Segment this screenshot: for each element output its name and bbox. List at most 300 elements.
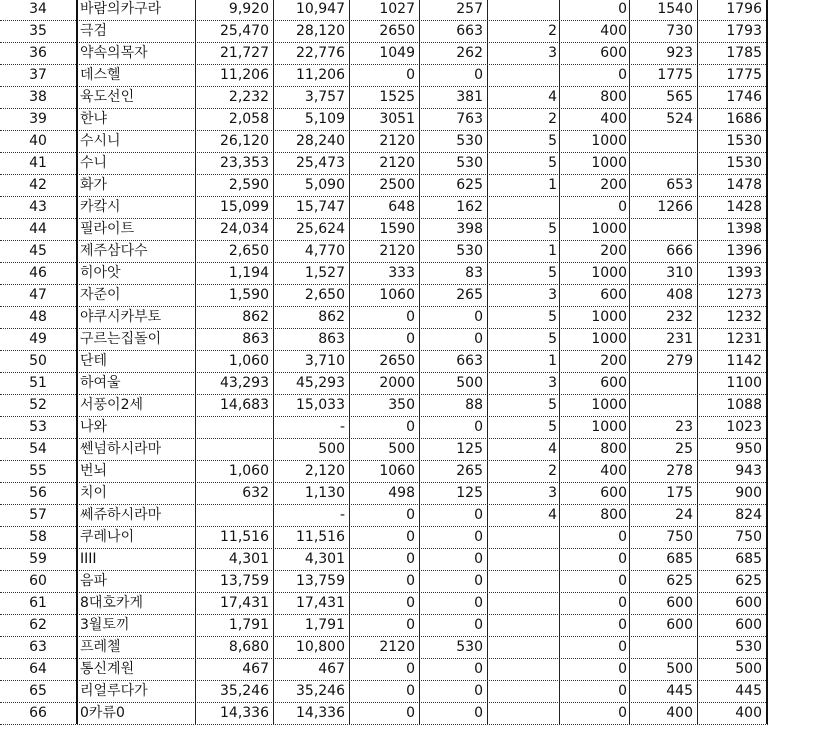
value-b-cell[interactable]: 2,120 [274, 460, 350, 482]
diff-cell[interactable]: 0 [350, 548, 420, 570]
diff-cell[interactable]: 498 [350, 482, 420, 504]
bonus-cell[interactable]: 0 [560, 548, 630, 570]
level-cell[interactable] [488, 658, 560, 680]
name-cell[interactable]: 약속의목자 [78, 42, 196, 64]
total-cell[interactable]: 1530 [698, 130, 768, 152]
quarter-cell[interactable]: 265 [420, 460, 488, 482]
value-b-cell[interactable]: 11,516 [274, 526, 350, 548]
value-b-cell[interactable]: 863 [274, 328, 350, 350]
quarter-cell[interactable]: 0 [420, 504, 488, 526]
bonus-cell[interactable]: 0 [560, 614, 630, 636]
diff-cell[interactable]: 500 [350, 438, 420, 460]
bonus-cell[interactable]: 1000 [560, 262, 630, 284]
level-cell[interactable]: 4 [488, 86, 560, 108]
level-cell[interactable]: 5 [488, 394, 560, 416]
total-cell[interactable]: 1393 [698, 262, 768, 284]
value-b-cell[interactable]: 1,527 [274, 262, 350, 284]
bonus-cell[interactable]: 1000 [560, 328, 630, 350]
value-b-cell[interactable]: 11,206 [274, 64, 350, 86]
name-cell[interactable]: 나와 [78, 416, 196, 438]
diff-cell[interactable]: 0 [350, 416, 420, 438]
rank-cell[interactable]: 39 [0, 108, 78, 130]
level-cell[interactable] [488, 570, 560, 592]
value-a-cell[interactable]: 35,246 [196, 680, 274, 702]
name-cell[interactable]: 쎈넘하시라마 [78, 438, 196, 460]
name-cell[interactable]: 3월토끼 [78, 614, 196, 636]
total-cell[interactable]: 1273 [698, 284, 768, 306]
value-b-cell[interactable]: 1,130 [274, 482, 350, 504]
total-cell[interactable]: 1793 [698, 20, 768, 42]
extra-cell[interactable]: 445 [630, 680, 698, 702]
value-b-cell[interactable]: 25,624 [274, 218, 350, 240]
total-cell[interactable]: 1088 [698, 394, 768, 416]
quarter-cell[interactable]: 0 [420, 680, 488, 702]
value-a-cell[interactable]: 13,759 [196, 570, 274, 592]
extra-cell[interactable]: 310 [630, 262, 698, 284]
rank-cell[interactable]: 43 [0, 196, 78, 218]
value-a-cell[interactable]: 2,590 [196, 174, 274, 196]
value-b-cell[interactable]: 2,650 [274, 284, 350, 306]
name-cell[interactable]: 수시니 [78, 130, 196, 152]
rank-cell[interactable]: 61 [0, 592, 78, 614]
total-cell[interactable]: 1232 [698, 306, 768, 328]
level-cell[interactable] [488, 702, 560, 724]
level-cell[interactable]: 2 [488, 20, 560, 42]
total-cell[interactable]: 1398 [698, 218, 768, 240]
level-cell[interactable]: 5 [488, 152, 560, 174]
name-cell[interactable]: 극검 [78, 20, 196, 42]
value-b-cell[interactable]: 10,800 [274, 636, 350, 658]
level-cell[interactable]: 3 [488, 482, 560, 504]
bonus-cell[interactable]: 400 [560, 108, 630, 130]
extra-cell[interactable]: 25 [630, 438, 698, 460]
level-cell[interactable]: 2 [488, 108, 560, 130]
value-b-cell[interactable]: 4,301 [274, 548, 350, 570]
extra-cell[interactable]: 408 [630, 284, 698, 306]
value-a-cell[interactable]: 8,680 [196, 636, 274, 658]
level-cell[interactable]: 2 [488, 460, 560, 482]
total-cell[interactable]: 530 [698, 636, 768, 658]
name-cell[interactable]: 한냐 [78, 108, 196, 130]
diff-cell[interactable]: 350 [350, 394, 420, 416]
quarter-cell[interactable]: 0 [420, 570, 488, 592]
level-cell[interactable]: 3 [488, 372, 560, 394]
value-b-cell[interactable]: 15,033 [274, 394, 350, 416]
rank-cell[interactable]: 54 [0, 438, 78, 460]
diff-cell[interactable]: 2000 [350, 372, 420, 394]
name-cell[interactable]: 카캌시 [78, 196, 196, 218]
bonus-cell[interactable]: 0 [560, 592, 630, 614]
rank-cell[interactable]: 49 [0, 328, 78, 350]
level-cell[interactable]: 5 [488, 218, 560, 240]
quarter-cell[interactable]: 0 [420, 64, 488, 86]
extra-cell[interactable]: 232 [630, 306, 698, 328]
level-cell[interactable]: 1 [488, 240, 560, 262]
diff-cell[interactable]: 0 [350, 328, 420, 350]
extra-cell[interactable]: 730 [630, 20, 698, 42]
value-b-cell[interactable]: 17,431 [274, 592, 350, 614]
value-a-cell[interactable]: 24,034 [196, 218, 274, 240]
rank-cell[interactable]: 35 [0, 20, 78, 42]
quarter-cell[interactable]: 0 [420, 614, 488, 636]
diff-cell[interactable]: 1049 [350, 42, 420, 64]
total-cell[interactable]: 400 [698, 702, 768, 724]
quarter-cell[interactable]: 125 [420, 482, 488, 504]
extra-cell[interactable]: 1775 [630, 64, 698, 86]
rank-cell[interactable]: 59 [0, 548, 78, 570]
bonus-cell[interactable]: 200 [560, 240, 630, 262]
level-cell[interactable] [488, 636, 560, 658]
quarter-cell[interactable]: 530 [420, 636, 488, 658]
total-cell[interactable]: 1686 [698, 108, 768, 130]
value-a-cell[interactable]: 1,060 [196, 460, 274, 482]
value-a-cell[interactable]: 1,194 [196, 262, 274, 284]
total-cell[interactable]: 1796 [698, 0, 768, 20]
quarter-cell[interactable]: 530 [420, 152, 488, 174]
rank-cell[interactable]: 34 [0, 0, 78, 20]
level-cell[interactable] [488, 680, 560, 702]
total-cell[interactable]: 900 [698, 482, 768, 504]
value-a-cell[interactable]: 1,590 [196, 284, 274, 306]
rank-cell[interactable]: 60 [0, 570, 78, 592]
rank-cell[interactable]: 45 [0, 240, 78, 262]
extra-cell[interactable]: 278 [630, 460, 698, 482]
value-b-cell[interactable]: 1,791 [274, 614, 350, 636]
value-b-cell[interactable]: - [274, 416, 350, 438]
bonus-cell[interactable]: 0 [560, 0, 630, 20]
extra-cell[interactable]: 231 [630, 328, 698, 350]
rank-cell[interactable]: 42 [0, 174, 78, 196]
name-cell[interactable]: 쿠레나이 [78, 526, 196, 548]
value-a-cell[interactable]: 2,058 [196, 108, 274, 130]
value-a-cell[interactable]: 43,293 [196, 372, 274, 394]
quarter-cell[interactable]: 0 [420, 306, 488, 328]
level-cell[interactable]: 3 [488, 42, 560, 64]
diff-cell[interactable]: 2650 [350, 350, 420, 372]
diff-cell[interactable]: 2120 [350, 152, 420, 174]
bonus-cell[interactable]: 0 [560, 636, 630, 658]
diff-cell[interactable]: 0 [350, 680, 420, 702]
diff-cell[interactable]: 2500 [350, 174, 420, 196]
value-b-cell[interactable]: 10,947 [274, 0, 350, 20]
bonus-cell[interactable]: 600 [560, 42, 630, 64]
total-cell[interactable]: 1785 [698, 42, 768, 64]
level-cell[interactable]: 4 [488, 504, 560, 526]
diff-cell[interactable]: 1060 [350, 284, 420, 306]
value-a-cell[interactable]: 15,099 [196, 196, 274, 218]
diff-cell[interactable]: 333 [350, 262, 420, 284]
diff-cell[interactable]: 0 [350, 504, 420, 526]
diff-cell[interactable]: 0 [350, 614, 420, 636]
bonus-cell[interactable]: 0 [560, 64, 630, 86]
extra-cell[interactable]: 600 [630, 614, 698, 636]
total-cell[interactable]: 600 [698, 614, 768, 636]
rank-cell[interactable]: 57 [0, 504, 78, 526]
name-cell[interactable]: 단테 [78, 350, 196, 372]
bonus-cell[interactable]: 0 [560, 196, 630, 218]
value-a-cell[interactable]: 26,120 [196, 130, 274, 152]
extra-cell[interactable] [630, 394, 698, 416]
rank-cell[interactable]: 65 [0, 680, 78, 702]
total-cell[interactable]: 943 [698, 460, 768, 482]
value-a-cell[interactable]: 9,920 [196, 0, 274, 20]
value-b-cell[interactable]: 5,090 [274, 174, 350, 196]
quarter-cell[interactable]: 500 [420, 372, 488, 394]
extra-cell[interactable] [630, 152, 698, 174]
quarter-cell[interactable]: 530 [420, 130, 488, 152]
extra-cell[interactable]: 23 [630, 416, 698, 438]
extra-cell[interactable]: 500 [630, 658, 698, 680]
quarter-cell[interactable]: 0 [420, 592, 488, 614]
diff-cell[interactable]: 2120 [350, 636, 420, 658]
name-cell[interactable]: 제주삼다수 [78, 240, 196, 262]
name-cell[interactable]: 0카류0 [78, 702, 196, 724]
total-cell[interactable]: 950 [698, 438, 768, 460]
name-cell[interactable]: 서풍이2세 [78, 394, 196, 416]
extra-cell[interactable]: 625 [630, 570, 698, 592]
diff-cell[interactable]: 2120 [350, 240, 420, 262]
name-cell[interactable]: 필라이트 [78, 218, 196, 240]
total-cell[interactable]: 1100 [698, 372, 768, 394]
name-cell[interactable]: 하여울 [78, 372, 196, 394]
rank-cell[interactable]: 52 [0, 394, 78, 416]
bonus-cell[interactable]: 1000 [560, 394, 630, 416]
extra-cell[interactable] [630, 130, 698, 152]
rank-cell[interactable]: 62 [0, 614, 78, 636]
total-cell[interactable]: 625 [698, 570, 768, 592]
total-cell[interactable]: 1396 [698, 240, 768, 262]
value-b-cell[interactable]: - [274, 504, 350, 526]
extra-cell[interactable] [630, 218, 698, 240]
quarter-cell[interactable]: 0 [420, 328, 488, 350]
extra-cell[interactable]: 1540 [630, 0, 698, 20]
extra-cell[interactable]: 666 [630, 240, 698, 262]
level-cell[interactable] [488, 526, 560, 548]
name-cell[interactable]: 구르는집돌이 [78, 328, 196, 350]
bonus-cell[interactable]: 600 [560, 372, 630, 394]
diff-cell[interactable]: 3051 [350, 108, 420, 130]
rank-cell[interactable]: 41 [0, 152, 78, 174]
extra-cell[interactable]: 653 [630, 174, 698, 196]
value-a-cell[interactable]: 11,206 [196, 64, 274, 86]
diff-cell[interactable]: 2650 [350, 20, 420, 42]
total-cell[interactable]: 1142 [698, 350, 768, 372]
level-cell[interactable]: 3 [488, 284, 560, 306]
value-a-cell[interactable] [196, 504, 274, 526]
name-cell[interactable]: 육도선인 [78, 86, 196, 108]
value-b-cell[interactable]: 862 [274, 306, 350, 328]
rank-cell[interactable]: 58 [0, 526, 78, 548]
rank-cell[interactable]: 37 [0, 64, 78, 86]
value-a-cell[interactable]: 21,727 [196, 42, 274, 64]
value-b-cell[interactable]: 3,757 [274, 86, 350, 108]
value-a-cell[interactable]: 2,232 [196, 86, 274, 108]
diff-cell[interactable]: 0 [350, 570, 420, 592]
total-cell[interactable]: 500 [698, 658, 768, 680]
quarter-cell[interactable]: 162 [420, 196, 488, 218]
diff-cell[interactable]: 1525 [350, 86, 420, 108]
diff-cell[interactable]: 0 [350, 64, 420, 86]
bonus-cell[interactable]: 800 [560, 504, 630, 526]
bonus-cell[interactable]: 1000 [560, 306, 630, 328]
quarter-cell[interactable]: 0 [420, 658, 488, 680]
total-cell[interactable]: 1746 [698, 86, 768, 108]
rank-cell[interactable]: 53 [0, 416, 78, 438]
bonus-cell[interactable]: 800 [560, 86, 630, 108]
bonus-cell[interactable]: 0 [560, 702, 630, 724]
value-b-cell[interactable]: 13,759 [274, 570, 350, 592]
bonus-cell[interactable]: 0 [560, 658, 630, 680]
name-cell[interactable]: 치이 [78, 482, 196, 504]
quarter-cell[interactable]: 0 [420, 548, 488, 570]
value-a-cell[interactable]: 863 [196, 328, 274, 350]
extra-cell[interactable] [630, 636, 698, 658]
name-cell[interactable]: 통신계원 [78, 658, 196, 680]
bonus-cell[interactable]: 0 [560, 680, 630, 702]
bonus-cell[interactable]: 600 [560, 284, 630, 306]
diff-cell[interactable]: 0 [350, 306, 420, 328]
name-cell[interactable]: 데스헬 [78, 64, 196, 86]
rank-cell[interactable]: 50 [0, 350, 78, 372]
total-cell[interactable]: 600 [698, 592, 768, 614]
quarter-cell[interactable]: 265 [420, 284, 488, 306]
diff-cell[interactable]: 0 [350, 592, 420, 614]
diff-cell[interactable]: 1027 [350, 0, 420, 20]
value-a-cell[interactable]: 17,431 [196, 592, 274, 614]
level-cell[interactable]: 1 [488, 350, 560, 372]
quarter-cell[interactable]: 0 [420, 526, 488, 548]
name-cell[interactable]: 프레첼 [78, 636, 196, 658]
quarter-cell[interactable]: 83 [420, 262, 488, 284]
name-cell[interactable]: 쎄쥬하시라마 [78, 504, 196, 526]
level-cell[interactable]: 5 [488, 262, 560, 284]
name-cell[interactable]: 음파 [78, 570, 196, 592]
rank-cell[interactable]: 56 [0, 482, 78, 504]
extra-cell[interactable]: 175 [630, 482, 698, 504]
extra-cell[interactable]: 24 [630, 504, 698, 526]
diff-cell[interactable]: 1590 [350, 218, 420, 240]
bonus-cell[interactable]: 1000 [560, 152, 630, 174]
bonus-cell[interactable]: 200 [560, 350, 630, 372]
value-a-cell[interactable]: 25,470 [196, 20, 274, 42]
diff-cell[interactable]: 1060 [350, 460, 420, 482]
level-cell[interactable] [488, 0, 560, 20]
quarter-cell[interactable]: 398 [420, 218, 488, 240]
bonus-cell[interactable]: 200 [560, 174, 630, 196]
value-a-cell[interactable]: 14,683 [196, 394, 274, 416]
rank-cell[interactable]: 36 [0, 42, 78, 64]
rank-cell[interactable]: 38 [0, 86, 78, 108]
bonus-cell[interactable]: 800 [560, 438, 630, 460]
quarter-cell[interactable]: 530 [420, 240, 488, 262]
level-cell[interactable] [488, 196, 560, 218]
name-cell[interactable]: 8대호카게 [78, 592, 196, 614]
bonus-cell[interactable]: 1000 [560, 416, 630, 438]
rank-cell[interactable]: 66 [0, 702, 78, 724]
quarter-cell[interactable]: 381 [420, 86, 488, 108]
value-b-cell[interactable]: 500 [274, 438, 350, 460]
total-cell[interactable]: 685 [698, 548, 768, 570]
quarter-cell[interactable]: 625 [420, 174, 488, 196]
name-cell[interactable]: 야쿠시카부토 [78, 306, 196, 328]
value-b-cell[interactable]: 3,710 [274, 350, 350, 372]
extra-cell[interactable]: 279 [630, 350, 698, 372]
total-cell[interactable]: 1775 [698, 64, 768, 86]
value-b-cell[interactable]: 28,120 [274, 20, 350, 42]
total-cell[interactable]: 1478 [698, 174, 768, 196]
value-a-cell[interactable] [196, 416, 274, 438]
extra-cell[interactable] [630, 372, 698, 394]
total-cell[interactable]: 1530 [698, 152, 768, 174]
total-cell[interactable]: 1023 [698, 416, 768, 438]
value-b-cell[interactable]: 25,473 [274, 152, 350, 174]
diff-cell[interactable]: 2120 [350, 130, 420, 152]
value-b-cell[interactable]: 14,336 [274, 702, 350, 724]
level-cell[interactable]: 4 [488, 438, 560, 460]
diff-cell[interactable]: 0 [350, 702, 420, 724]
quarter-cell[interactable]: 0 [420, 702, 488, 724]
quarter-cell[interactable]: 262 [420, 42, 488, 64]
extra-cell[interactable]: 1266 [630, 196, 698, 218]
quarter-cell[interactable]: 125 [420, 438, 488, 460]
value-a-cell[interactable]: 467 [196, 658, 274, 680]
rank-cell[interactable]: 47 [0, 284, 78, 306]
name-cell[interactable]: 번뇌 [78, 460, 196, 482]
level-cell[interactable]: 5 [488, 416, 560, 438]
diff-cell[interactable]: 0 [350, 658, 420, 680]
value-a-cell[interactable]: 14,336 [196, 702, 274, 724]
rank-cell[interactable]: 44 [0, 218, 78, 240]
value-b-cell[interactable]: 5,109 [274, 108, 350, 130]
quarter-cell[interactable]: 0 [420, 416, 488, 438]
level-cell[interactable]: 1 [488, 174, 560, 196]
name-cell[interactable]: IIII [78, 548, 196, 570]
name-cell[interactable]: 자준이 [78, 284, 196, 306]
bonus-cell[interactable]: 1000 [560, 218, 630, 240]
level-cell[interactable] [488, 614, 560, 636]
value-a-cell[interactable]: 11,516 [196, 526, 274, 548]
name-cell[interactable]: 히아앗 [78, 262, 196, 284]
value-a-cell[interactable]: 1,060 [196, 350, 274, 372]
value-b-cell[interactable]: 15,747 [274, 196, 350, 218]
total-cell[interactable]: 1428 [698, 196, 768, 218]
rank-cell[interactable]: 51 [0, 372, 78, 394]
value-a-cell[interactable]: 632 [196, 482, 274, 504]
extra-cell[interactable]: 524 [630, 108, 698, 130]
rank-cell[interactable]: 55 [0, 460, 78, 482]
extra-cell[interactable]: 565 [630, 86, 698, 108]
bonus-cell[interactable]: 1000 [560, 130, 630, 152]
name-cell[interactable]: 수니 [78, 152, 196, 174]
quarter-cell[interactable]: 88 [420, 394, 488, 416]
value-b-cell[interactable]: 28,240 [274, 130, 350, 152]
name-cell[interactable]: 바람의카구라 [78, 0, 196, 20]
value-a-cell[interactable]: 2,650 [196, 240, 274, 262]
bonus-cell[interactable]: 400 [560, 460, 630, 482]
rank-cell[interactable]: 48 [0, 306, 78, 328]
value-b-cell[interactable]: 4,770 [274, 240, 350, 262]
rank-cell[interactable]: 40 [0, 130, 78, 152]
quarter-cell[interactable]: 663 [420, 350, 488, 372]
rank-cell[interactable]: 46 [0, 262, 78, 284]
value-b-cell[interactable]: 35,246 [274, 680, 350, 702]
value-b-cell[interactable]: 467 [274, 658, 350, 680]
value-b-cell[interactable]: 45,293 [274, 372, 350, 394]
value-a-cell[interactable]: 862 [196, 306, 274, 328]
extra-cell[interactable]: 923 [630, 42, 698, 64]
value-a-cell[interactable] [196, 438, 274, 460]
rank-cell[interactable]: 63 [0, 636, 78, 658]
